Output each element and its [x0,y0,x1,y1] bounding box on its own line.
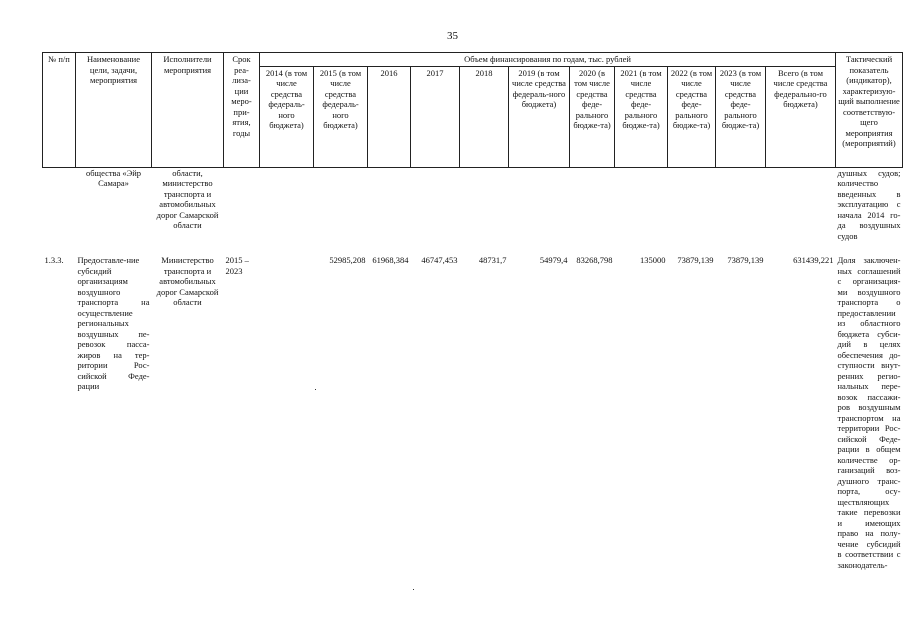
continuation-name: общества «Эйр Самара» [85,167,142,188]
continuation-indicator: душных судов; количество введенных в эксплуатацию с начала 2014 го-да воздушных судов [837,167,901,241]
value-2020: 83268,798 [576,255,613,265]
header-indicator: Тактический показатель (индикатор), характеризую-щий выполнение соответствую-щего мероприятия (мероприятий) [836,53,903,168]
value-2023: 73879,139 [727,255,764,265]
row-number: 1.3.3. [44,255,64,265]
row-executors: Министерство транспорта и автомобильных дорог Самарской области [156,255,219,307]
header-year-2014: 2014 (в том числе средства федераль-ного бюджета) [260,66,314,167]
header-name: Наименование цели, задачи, мероприятия [76,53,152,168]
header-year-2015: 2015 (в том числе средства федераль-ного бюджета) [314,66,368,167]
header-year-2017: 2017 [411,66,460,167]
value-2015: 52985,208 [329,255,366,265]
row-name: Предоставле-ние субсидий организациям воздушного транспорта на осуществление региональных воздушных пе-ревозок пасса-жиров на тер-ритории Рос-сийской Феде-рации [77,255,150,391]
header-year-2020: 2020 (в том числе средства феде-рального бюдже-та) [570,66,615,167]
funding-table [42,52,903,570]
header-total: Всего (в том числе средства федерально-го бюджета) [766,66,836,167]
value-2018: 48731,7 [478,255,507,265]
continuation-executors: области, министерство транспорта и автомобильных дорог Самарской области [156,167,219,230]
value-2021: 135000 [640,255,666,265]
row-term: 2015 – 2023 [225,255,249,276]
scan-speck [315,389,316,390]
header-year-2023: 2023 (в том числе средства феде-рального бюдже-та) [716,66,766,167]
value-2019: 54979,4 [539,255,568,265]
header-year-2022: 2022 (в том числе средства феде-рального бюдже-та) [668,66,716,167]
header-funding: Объем финансирования по годам, тыс. рублей [260,53,836,67]
value-2022: 73879,139 [677,255,714,265]
value-total: 631439,221 [793,255,834,265]
header-executors: Исполнители мероприятия [152,53,224,168]
header-year-2019: 2019 (в том числе средства федераль-ного бюджета) [509,66,570,167]
scan-speck [413,589,414,590]
row-indicator: Доля заключен-ных соглашений с организация-ми воздушного транспорта о предоставлении из областного бюджета субси-дий в целях обеспечения до-ступности внут-ренних регио-нальных пере-возок пассажи-ров воздушным транспортом на территории Рос-сийской Феде-рации в общем количестве ор-ганизаций воз-душного транс-порта, осу-ществляющих такие перевозки и имеющих право на полу-чение субсидий в соответствии с законодатель- [837,255,901,570]
table-row-1-3-3 [43,255,903,570]
value-2017: 46747,453 [421,255,458,265]
header-term: Срок реа-лиза-ции меро-при-ятия, годы [224,53,260,168]
page-number: 35 [447,30,458,42]
table-header [43,53,903,168]
header-year-2021: 2021 (в том числе средства феде-рального бюдже-та) [615,66,668,167]
header-year-2016: 2016 [368,66,411,167]
header-year-2018: 2018 [460,66,509,167]
table-row-continuation [43,167,903,241]
value-2016: 61968,384 [372,255,409,265]
value-2014 [260,255,314,570]
header-no: № п/п [43,53,76,168]
